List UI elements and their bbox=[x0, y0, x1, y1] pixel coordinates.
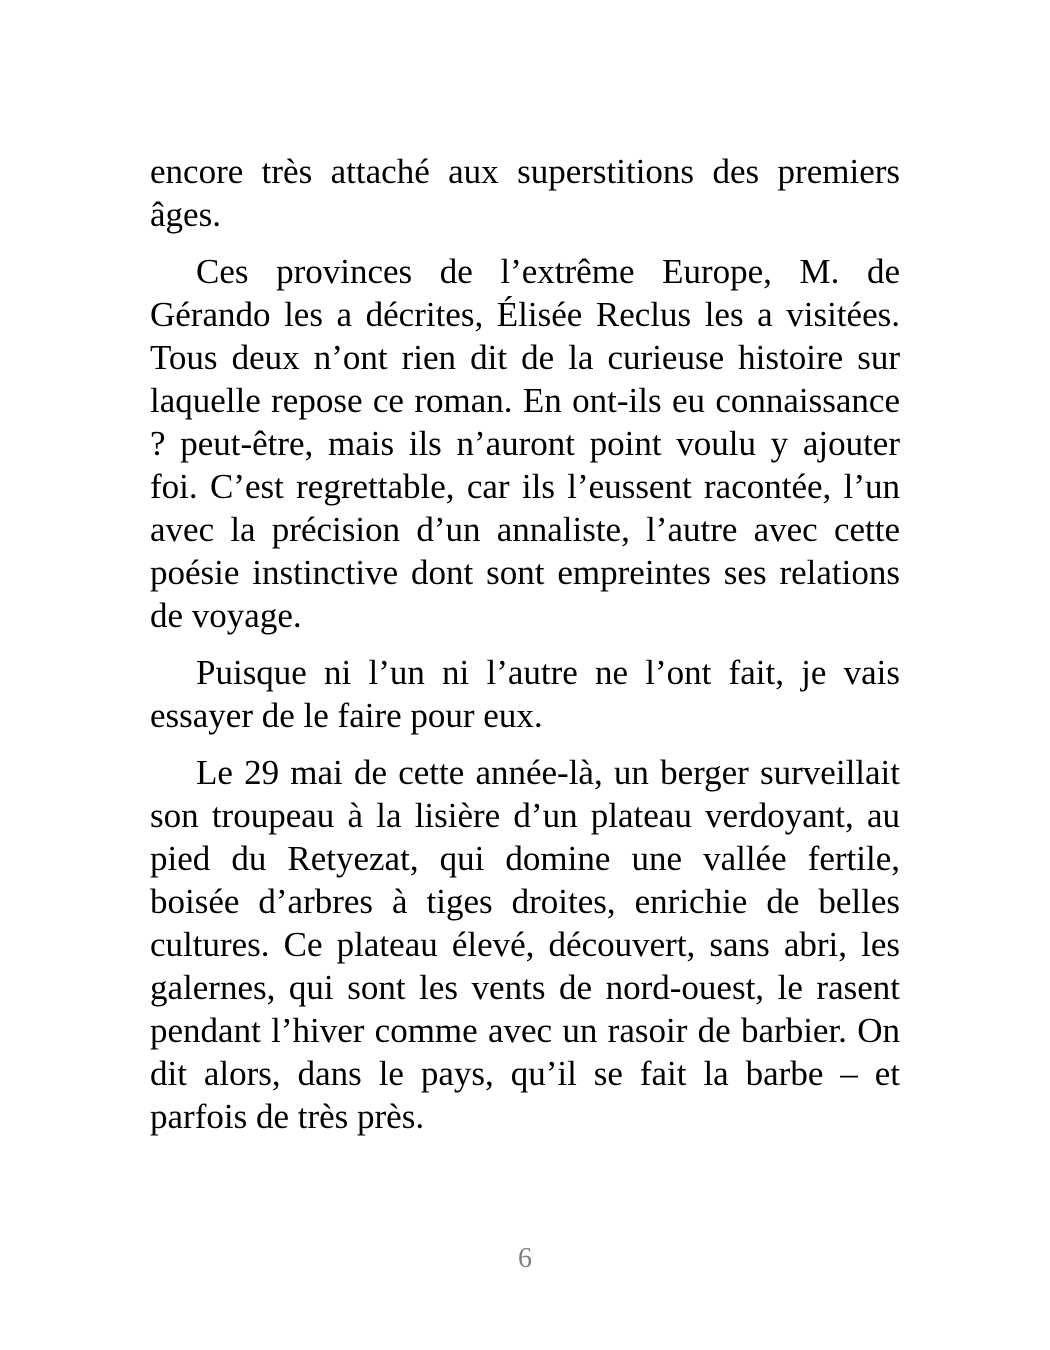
paragraph-provinces: Ces provinces de l’extrême Europe, M. de Gérando les a décrites, Élisée Reclus les a visitées. Tous deux n’ont rien dit de la curieuse histoire sur laquelle repose ce roman. En ont-ils eu connaissance ? peut-être, mais ils n’auront point voulu y ajouter foi. C’est regrettable, car ils l’eussent racontée, l’un avec la précision d’un annaliste, l’autre avec cette poésie instinctive dont sont empreintes ses relations de voyage. bbox=[150, 252, 900, 635]
paragraph-puisque: Puisque ni l’un ni l’autre ne l’ont fait, je vais essayer de le faire pour eux. bbox=[150, 653, 900, 735]
body-text bbox=[150, 150, 900, 1152]
page-number: 6 bbox=[518, 1243, 532, 1274]
paragraph-continuation: encore très attaché aux superstitions des premiers âges. bbox=[150, 152, 900, 234]
paragraph-berger: Le 29 mai de cette année-là, un berger surveillait son troupeau à la lisière d’un plateau verdoyant, au pied du Retyezat, qui domine une vallée fertile, boisée d’arbres à tiges droites, enrichie de belles cultures. Ce plateau élevé, découvert, sans abri, les galernes, qui sont les vents de nord-ouest, le rasent pendant l’hiver comme avec un rasoir de barbier. On dit alors, dans le pays, qu’il se fait la barbe – et parfois de très près. bbox=[150, 753, 900, 1136]
